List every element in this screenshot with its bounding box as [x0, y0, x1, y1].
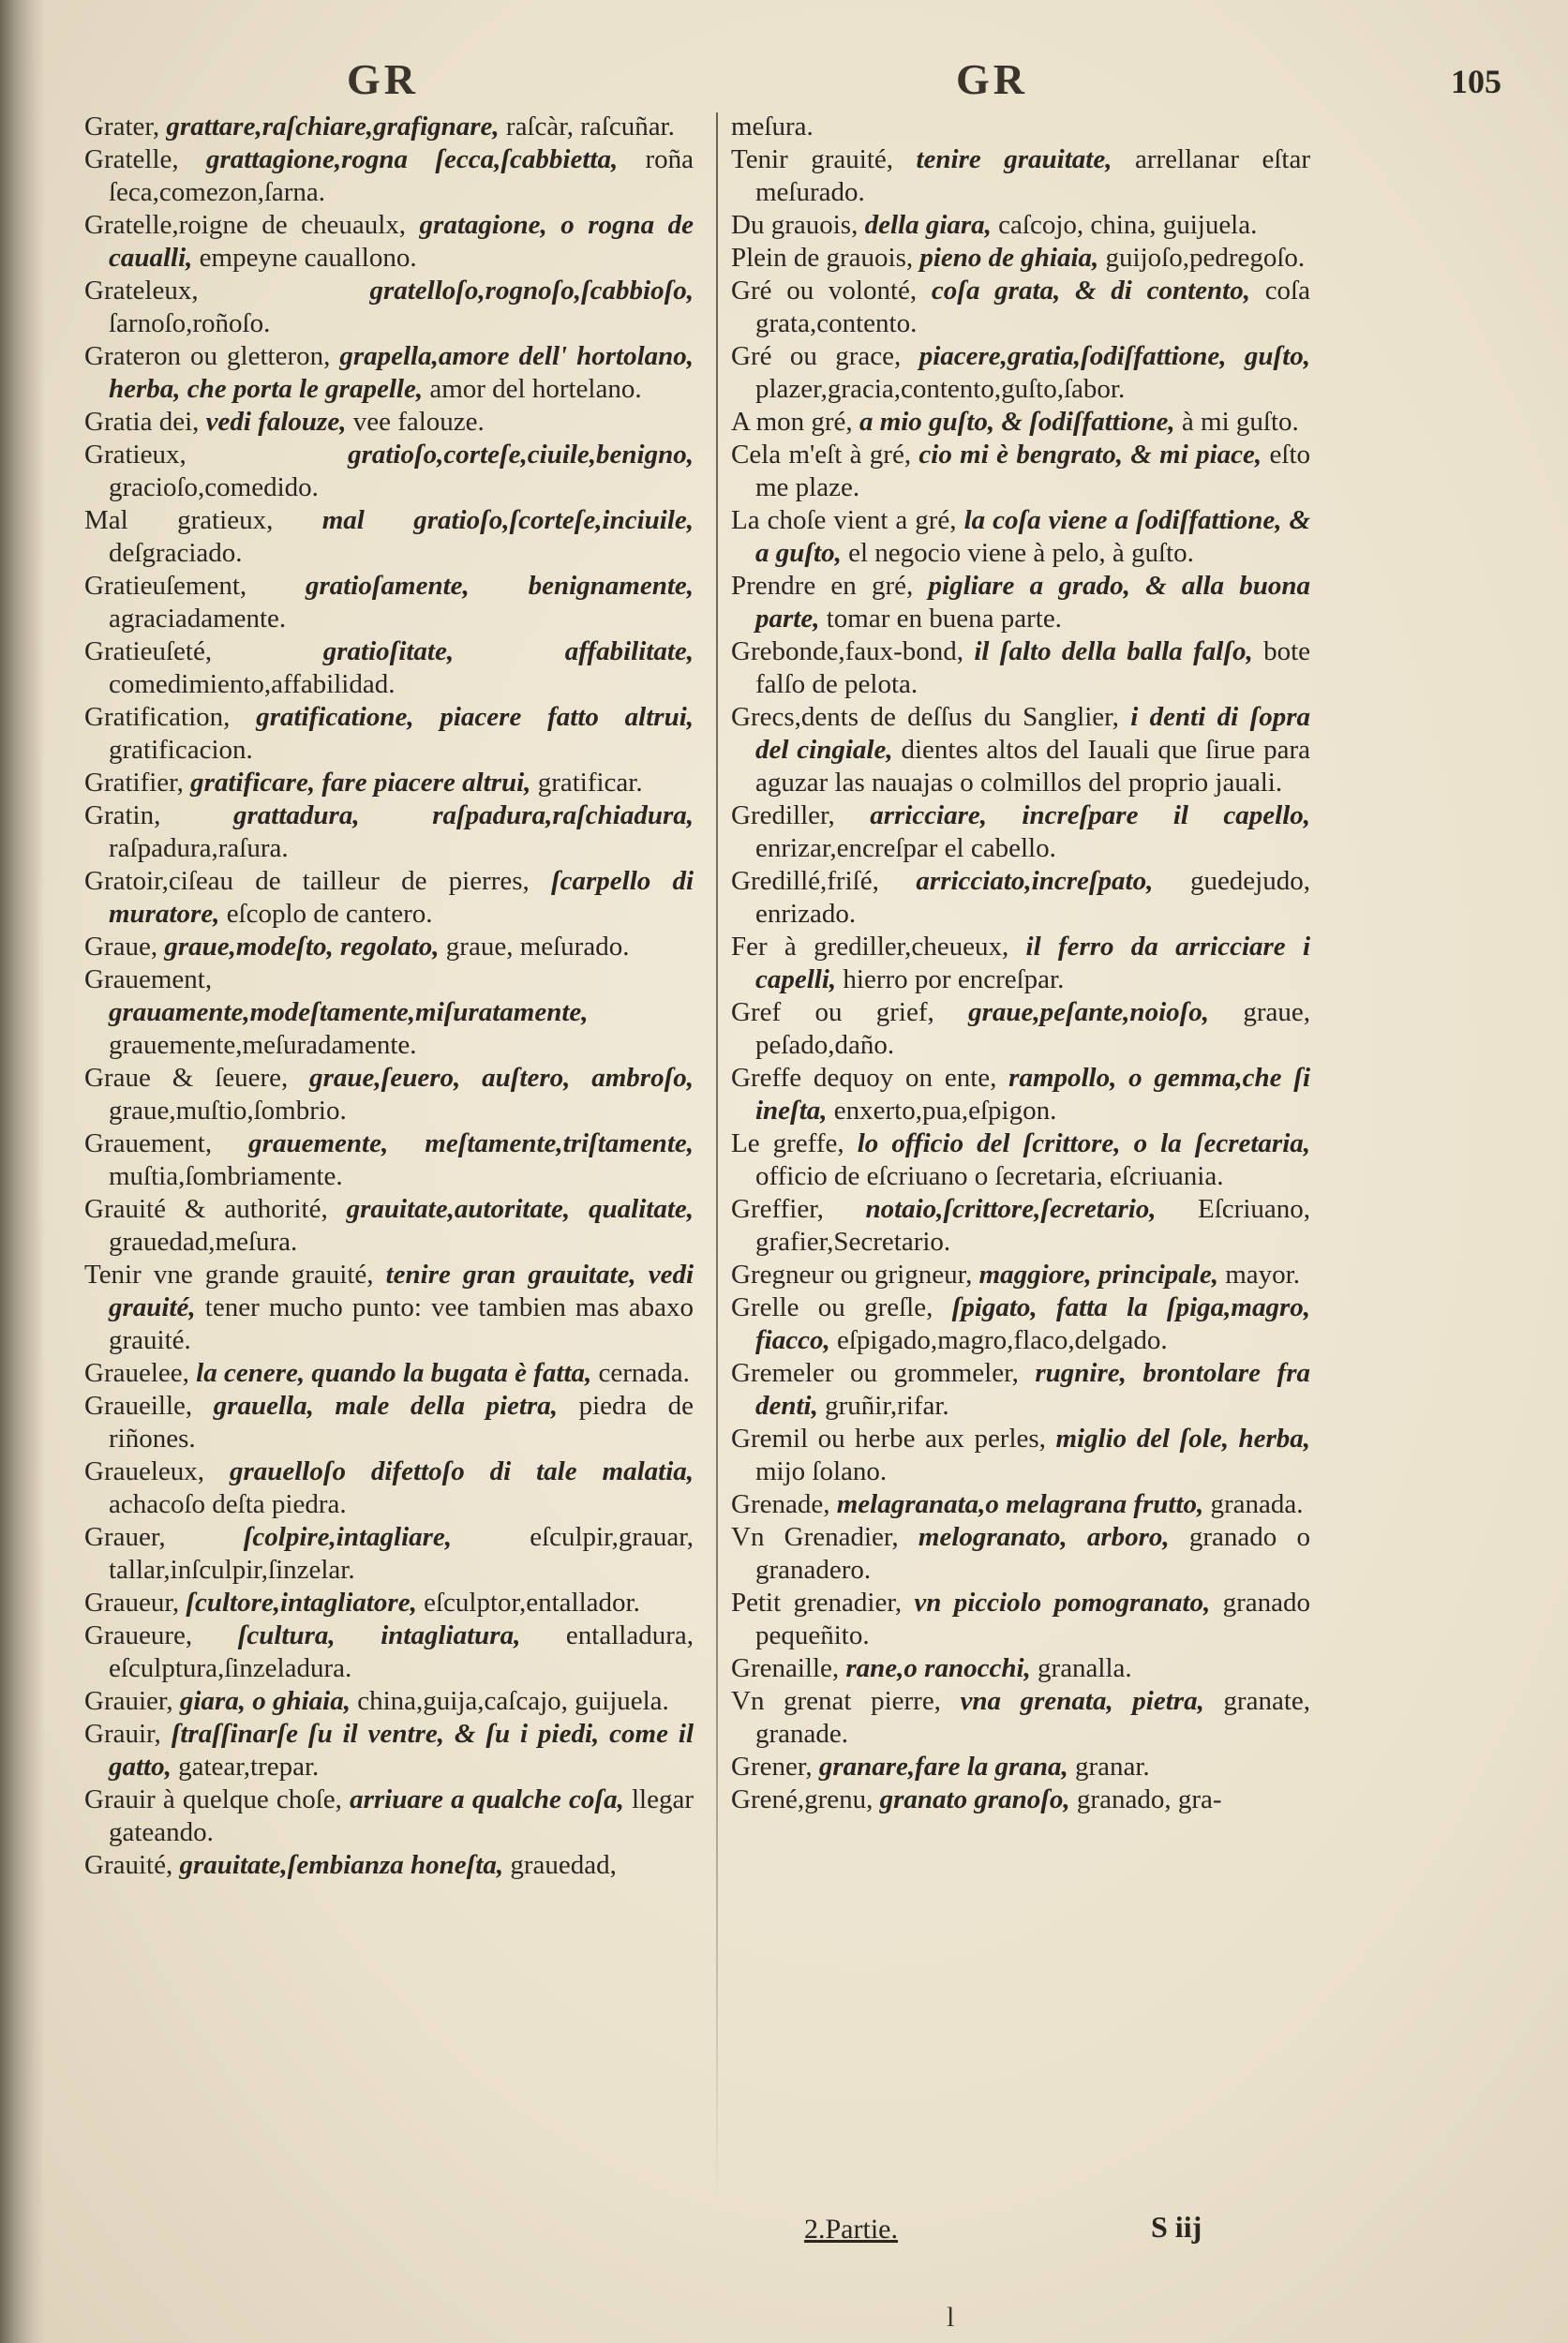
dictionary-entry — [731, 1521, 1310, 1587]
spanish-gloss: graue,muſtio,ſombrio. — [109, 1096, 347, 1126]
italian-gloss: gratificatione, piacere fatto altrui, — [256, 702, 694, 732]
spanish-gloss: eſculpir,grauar, tallar,inſculpir,ſinzelar. — [109, 1522, 694, 1585]
dictionary-entry — [731, 275, 1310, 340]
spanish-gloss: enxerto,pua,eſpigon. — [833, 1096, 1057, 1126]
dictionary-entry — [84, 963, 694, 1062]
italian-gloss: giara, o ghiaia, — [179, 1686, 351, 1716]
spanish-gloss: tomar en buena parte. — [826, 604, 1062, 634]
headword: Graue & ſeuere, — [84, 1063, 289, 1093]
italian-gloss: ſcultore,intagliatore, — [186, 1588, 417, 1618]
spanish-gloss: granado, gra- — [1076, 1784, 1222, 1814]
spanish-gloss: hierro por encreſpar. — [843, 964, 1065, 994]
spanish-gloss: ſarnoſo,roñoſo. — [109, 308, 271, 338]
headword: Grauir à quelque choſe, — [84, 1784, 342, 1814]
italian-gloss: graue,ſeuero, auſtero, ambroſo, — [309, 1063, 694, 1093]
spanish-gloss: officio de eſcriuano o ſecretaria, eſcriuania. — [755, 1161, 1224, 1191]
headword: Grenade, — [731, 1489, 830, 1519]
spanish-gloss: granate, granade. — [755, 1686, 1311, 1749]
italian-gloss: miglio del ſole, herba, — [1055, 1424, 1310, 1454]
italian-gloss: tenire gran grauitate, vedi grauité, — [109, 1260, 694, 1322]
dictionary-entry — [84, 439, 694, 504]
spanish-gloss: roña ſeca,comezon,ſarna. — [109, 144, 694, 207]
dictionary-entry — [731, 242, 1310, 275]
italian-gloss: lo officio del ſcrittore, o la ſecretaria, — [857, 1128, 1311, 1158]
dictionary-entry — [84, 570, 694, 635]
headword: Gratieuſeté, — [84, 636, 213, 666]
spanish-gloss: eſpigado,magro,flaco,delgado. — [836, 1325, 1168, 1355]
italian-gloss: arriuare a qualche coſa, — [350, 1784, 624, 1814]
dictionary-entry — [731, 1259, 1310, 1291]
headword: Grauement, — [84, 1128, 213, 1158]
spanish-gloss: gatear,trepar. — [178, 1752, 320, 1782]
headword: Greffier, — [731, 1194, 824, 1224]
italian-gloss: graue,peſante,noioſo, — [968, 997, 1210, 1027]
italian-gloss: gratagione, o rogna de caualli, — [109, 210, 694, 273]
dictionary-entry — [731, 1783, 1310, 1816]
headword: Mal gratieux, — [84, 505, 274, 535]
italian-gloss: gratioſamente, benignamente, — [305, 571, 694, 601]
italian-gloss: grauemente, meſtamente,triſtamente, — [248, 1128, 694, 1158]
italian-gloss: maggiore, principale, — [978, 1260, 1218, 1290]
dictionary-entry — [84, 1193, 694, 1259]
spanish-gloss: deſgraciado. — [109, 538, 243, 568]
italian-gloss: cio mi è bengrato, & mi piace, — [918, 440, 1262, 470]
spanish-gloss: granalla. — [1038, 1653, 1132, 1683]
italian-gloss: gratioſitate, affabilitate, — [322, 636, 694, 666]
italian-gloss: grauella, male della pietra, — [213, 1391, 559, 1421]
dictionary-entry — [731, 1488, 1310, 1521]
italian-gloss: ſtraſſinarſe ſu il ventre, & ſu i piedi, come il gatto, — [109, 1719, 694, 1782]
italian-gloss: i denti di ſopra del cingiale, — [755, 702, 1311, 765]
italian-gloss: ſpigato, fatta la ſpiga,magro, fiacco, — [755, 1292, 1310, 1355]
spanish-gloss: granado o granadero. — [755, 1522, 1310, 1585]
spanish-gloss: bote falſo de pelota. — [755, 636, 1311, 699]
dictionary-entry — [84, 1521, 694, 1587]
headword: Grebonde,faux-bond, — [731, 636, 964, 666]
headword: A mon gré, — [731, 407, 853, 437]
spanish-gloss: gracioſo,comedido. — [109, 472, 319, 502]
dictionary-entry — [84, 143, 694, 209]
book-spine-shadow — [0, 0, 45, 2343]
spanish-gloss: dientes altos del Iauali que ſirue para aguzar las nauajas o colmillos del proprio jauali. — [755, 735, 1310, 798]
spanish-gloss: graue, peſado,daño. — [755, 997, 1310, 1060]
headword: Gratia dei, — [84, 407, 200, 437]
headword: Vn grenat pierre, — [731, 1686, 941, 1716]
italian-gloss: vna grenata, pietra, — [960, 1686, 1204, 1716]
spanish-gloss: empeyne cauallono. — [199, 243, 417, 273]
dictionary-entry — [731, 504, 1310, 570]
spanish-gloss: amor del hortelano. — [429, 374, 642, 404]
running-head-left: GR — [347, 55, 419, 103]
italian-gloss: notaio,ſcrittore,ſecretario, — [865, 1194, 1157, 1224]
italian-gloss: grattare,raſchiare,grafignare, — [166, 112, 500, 142]
spanish-gloss: raſcàr, raſcuñar. — [505, 112, 675, 142]
spanish-gloss: china,guija,caſcajo, guijuela. — [357, 1686, 669, 1716]
dictionary-entry — [84, 1783, 694, 1849]
spanish-gloss: muſtia,ſombriamente. — [109, 1161, 343, 1191]
headword: Grediller, — [731, 800, 835, 830]
dictionary-entry — [84, 701, 694, 767]
headword: Prendre en gré, — [731, 571, 914, 601]
spanish-gloss: enrizar,encreſpar el cabello. — [755, 833, 1056, 863]
headword: Greffe dequoy on ente, — [731, 1063, 997, 1093]
dictionary-entry — [84, 1718, 694, 1783]
italian-gloss: mal gratioſo,ſcorteſe,inciuile, — [321, 505, 694, 535]
dictionary-entry — [731, 1193, 1310, 1259]
headword: Gratification, — [84, 702, 231, 732]
dictionary-entry — [731, 1423, 1310, 1488]
dictionary-entry — [84, 111, 694, 143]
headword: Grecs,dents de deſſus du Sanglier, — [731, 702, 1119, 732]
italian-gloss: ſcolpire,intagliare, — [243, 1522, 453, 1552]
spanish-gloss: grauemente,meſuradamente. — [109, 1030, 417, 1060]
headword: Grauir, — [84, 1719, 161, 1749]
dictionary-entry — [731, 570, 1310, 635]
italian-gloss: il ſalto della balla falſo, — [974, 636, 1253, 666]
dictionary-entry — [84, 635, 694, 701]
headword: Grauelee, — [84, 1358, 189, 1388]
italian-gloss: il ferro da arricciare i capelli, — [755, 932, 1311, 994]
headword: Grauité & authorité, — [84, 1194, 328, 1224]
dictionary-entry — [84, 1685, 694, 1718]
dictionary-entry — [731, 1652, 1310, 1685]
dictionary-entry — [84, 799, 694, 865]
dictionary-entry — [84, 340, 694, 406]
headword: Gratelle, — [84, 144, 179, 174]
headword: Grater, — [84, 112, 160, 142]
dictionary-entry — [731, 931, 1310, 996]
italian-gloss: rane,o ranocchi, — [845, 1653, 1031, 1683]
headword: Gratoir,ciſeau de tailleur de pierres, — [84, 866, 530, 896]
headword: Vn Grenadier, — [731, 1522, 899, 1552]
headword: Graue, — [84, 932, 158, 962]
headword: Grateron ou gletteron, — [84, 341, 331, 371]
italian-gloss: pieno de ghiaia, — [919, 243, 1099, 273]
dictionary-entry — [731, 143, 1310, 209]
page-number: 105 — [1451, 63, 1501, 100]
italian-gloss: grauelloſo difettoſo di tale malatia, — [229, 1456, 694, 1486]
spanish-gloss: plazer,gracia,contento,guſto,ſabor. — [755, 374, 1126, 404]
italian-gloss: arricciare, increſpare il capello, — [870, 800, 1311, 830]
dictionary-entry — [84, 1357, 694, 1390]
headword: Grené,grenu, — [731, 1784, 874, 1814]
dictionary-entry — [731, 406, 1310, 439]
italian-gloss: granare,fare la grana, — [818, 1752, 1068, 1782]
dictionary-entry — [84, 1619, 694, 1685]
spanish-gloss: Eſcriuano, grafier,Secretario. — [755, 1194, 1311, 1257]
italian-gloss: graue,modeſto, regolato, — [164, 932, 440, 962]
dictionary-entry — [731, 1751, 1310, 1783]
spanish-gloss: eſto me plaze. — [755, 440, 1311, 502]
headword: Grauement, — [84, 964, 213, 994]
spanish-gloss: agraciadamente. — [109, 604, 287, 634]
italian-gloss: grauitate,autoritate, qualitate, — [346, 1194, 694, 1224]
spanish-gloss: el negocio viene à pelo, à guſto. — [848, 538, 1194, 568]
italian-gloss: gratelloſo,rognoſo,ſcabbioſo, — [369, 276, 694, 306]
headword: Grateleux, — [84, 276, 199, 306]
dictionary-entry — [731, 340, 1310, 406]
dictionary-entry — [84, 1259, 694, 1357]
headword: Le greffe, — [731, 1128, 844, 1158]
headword: Graueille, — [84, 1391, 193, 1421]
headword: Grener, — [731, 1752, 813, 1782]
spanish-gloss: comedimiento,affabilidad. — [109, 669, 396, 699]
dictionary-entry — [84, 1127, 694, 1193]
dictionary-entry — [84, 275, 694, 340]
headword: Gremil ou herbe aux perles, — [731, 1424, 1046, 1454]
italian-gloss: piacere,gratia,ſodiſfattione, guſto, — [918, 341, 1311, 371]
signature-mark: 2.Partie. — [804, 2214, 898, 2245]
headword: Grenaille, — [731, 1653, 840, 1683]
headword: Gregneur ou grigneur, — [731, 1260, 973, 1290]
spanish-gloss: raſpadura,raſura. — [109, 833, 289, 863]
headword: Du grauois, — [731, 210, 859, 240]
dictionary-entry — [731, 1127, 1310, 1193]
dictionary-entry — [731, 635, 1310, 701]
spanish-gloss: llegar gateando. — [109, 1784, 694, 1847]
headword: Cela m'eſt à gré, — [731, 440, 912, 470]
spanish-gloss: à mi guſto. — [1181, 407, 1299, 437]
headword: Gratieux, — [84, 440, 187, 470]
italian-gloss: gratioſo,corteſe,ciuile,benigno, — [348, 440, 694, 470]
spanish-gloss: cernada. — [598, 1358, 690, 1388]
headword: Gré ou volonté, — [731, 276, 918, 306]
dictionary-entry — [731, 996, 1310, 1062]
italian-gloss: grauitate,ſembianza honeſta, — [179, 1850, 504, 1880]
italian-gloss: della giara, — [864, 210, 992, 240]
dictionary-entry — [731, 865, 1310, 931]
headword: Gratieuſement, — [84, 571, 247, 601]
spanish-gloss: granada. — [1210, 1489, 1304, 1519]
headword: Graueur, — [84, 1588, 180, 1618]
spanish-gloss: grauedad, — [510, 1850, 617, 1880]
spanish-gloss: gruñir,rifar. — [825, 1391, 949, 1421]
headword: Graueure, — [84, 1620, 193, 1650]
headword: Gratelle,roigne de cheuaulx, — [84, 210, 407, 240]
dictionary-entry — [84, 1390, 694, 1455]
spanish-gloss: tener mucho punto: vee tambien mas abaxo grauité. — [109, 1292, 694, 1355]
headword: Grauer, — [84, 1522, 166, 1552]
dictionary-entry — [84, 1849, 694, 1882]
headword: Grauité, — [84, 1850, 173, 1880]
dictionary-entry — [731, 1685, 1310, 1751]
spanish-gloss: achacoſo deſta piedra. — [109, 1489, 347, 1519]
dictionary-entry — [731, 1587, 1310, 1652]
column-divider — [716, 112, 718, 2202]
dictionary-entry — [84, 406, 694, 439]
spanish-gloss: granado pequeñito. — [755, 1588, 1310, 1650]
headword: Grauier, — [84, 1686, 173, 1716]
headword: Tenir grauité, — [731, 144, 894, 174]
dictionary-entry — [84, 1455, 694, 1521]
dictionary-entry — [731, 1357, 1310, 1423]
dictionary-entry — [84, 209, 694, 275]
dictionary-entry — [731, 1062, 1310, 1127]
italian-gloss: coſa grata, & di contento, — [931, 276, 1250, 306]
italian-gloss: grattagione,rogna ſecca,ſcabbietta, — [205, 144, 619, 174]
spanish-gloss: gratificar. — [537, 768, 643, 798]
spanish-gloss: entalladura, eſculptura,ſinzeladura. — [109, 1620, 694, 1683]
italian-gloss: rampollo, o gemma,che ſi ineſta, — [755, 1063, 1311, 1126]
dictionary-entry — [731, 209, 1310, 242]
right-column — [731, 111, 1310, 1816]
italian-gloss: a mio guſto, & ſodiſfattione, — [859, 407, 1175, 437]
spanish-gloss: guijoſo,pedregoſo. — [1105, 243, 1306, 273]
dictionary-entry — [731, 701, 1310, 799]
italian-gloss: pigliare a grado, & alla buona parte, — [755, 571, 1311, 634]
headword: Plein de grauois, — [731, 243, 914, 273]
headword: Grelle ou greſle, — [731, 1292, 933, 1322]
italian-gloss: tenire grauitate, — [916, 144, 1113, 174]
italian-gloss: arricciato,increſpato, — [916, 866, 1154, 896]
italian-gloss: ſcarpello di muratore, — [109, 866, 694, 929]
spanish-gloss: eſculptor,entallador. — [424, 1588, 640, 1618]
headword: Petit grenadier, — [731, 1588, 903, 1618]
headword: Graueleux, — [84, 1456, 205, 1486]
italian-gloss: grattadura, raſpadura,raſchiadura, — [233, 800, 694, 830]
italian-gloss: grauamente,modeſtamente,miſuratamente, — [109, 997, 589, 1027]
italian-gloss: vn picciolo pomogranato, — [914, 1588, 1211, 1618]
headword: Gremeler ou grommeler, — [731, 1358, 1019, 1388]
spanish-gloss: caſcojo, china, guijuela. — [998, 210, 1258, 240]
dictionary-entry — [84, 767, 694, 799]
headword: Gré ou grace, — [731, 341, 902, 371]
italian-gloss: granato granoſo, — [879, 1784, 1070, 1814]
italian-gloss: vedi falouze, — [205, 407, 347, 437]
spanish-gloss: granar. — [1074, 1752, 1150, 1782]
dictionary-entry — [84, 1587, 694, 1619]
stray-mark: l — [947, 2302, 955, 2333]
italian-gloss: melagranata,o melagrana frutto, — [836, 1489, 1204, 1519]
dictionary-entry — [731, 799, 1310, 865]
dictionary-entry — [84, 931, 694, 963]
italian-gloss: la cenere, quando la bugata è fatta, — [196, 1358, 592, 1388]
spanish-gloss: graue, meſurado. — [445, 932, 630, 962]
spanish-gloss: mayor. — [1225, 1260, 1300, 1290]
headword: Tenir vne grande grauité, — [84, 1260, 374, 1290]
italian-gloss: gratificare, fare piacere altrui, — [190, 768, 531, 798]
spanish-gloss: grauedad,meſura. — [109, 1227, 298, 1257]
spanish-gloss: mijo ſolano. — [755, 1456, 888, 1486]
spanish-gloss: coſa grata,contento. — [755, 276, 1310, 338]
spanish-gloss: piedra de riñones. — [109, 1391, 694, 1454]
spanish-gloss: meſura. — [731, 112, 814, 142]
dictionary-entry — [84, 865, 694, 931]
headword: Gredillé,friſé, — [731, 866, 879, 896]
gathering-mark: S iij — [1151, 2210, 1202, 2244]
headword: Gratifier, — [84, 768, 184, 798]
dictionary-entry — [731, 1291, 1310, 1357]
headword: Gref ou grief, — [731, 997, 934, 1027]
spanish-gloss: guedejudo, enrizado. — [755, 866, 1310, 929]
spanish-gloss: eſcoplo de cantero. — [226, 899, 433, 929]
italian-gloss: grapella,amore dell' hortolano, herba, che porta le grapelle, — [109, 341, 694, 404]
spanish-gloss: arrellanar eſtar meſurado. — [755, 144, 1311, 207]
dictionary-entry — [84, 504, 694, 570]
running-head-right: GR — [956, 55, 1028, 103]
italian-gloss: melogranato, arboro, — [918, 1522, 1170, 1552]
dictionary-entry — [731, 439, 1310, 504]
spanish-gloss: vee falouze. — [352, 407, 485, 437]
italian-gloss: la coſa viene a ſodiſfattione, & a guſto, — [755, 505, 1311, 568]
dictionary-entry — [84, 1062, 694, 1127]
spanish-gloss: gratificacion. — [109, 735, 253, 765]
italian-gloss: ſcultura, intagliatura, — [237, 1620, 521, 1650]
left-column — [84, 111, 694, 1882]
dictionary-entry — [731, 111, 1310, 143]
headword: Fer à grediller,cheueux, — [731, 932, 1009, 962]
headword: Gratin, — [84, 800, 161, 830]
italian-gloss: rugnire, brontolare fra denti, — [755, 1358, 1310, 1421]
headword: La choſe vient a gré, — [731, 505, 957, 535]
